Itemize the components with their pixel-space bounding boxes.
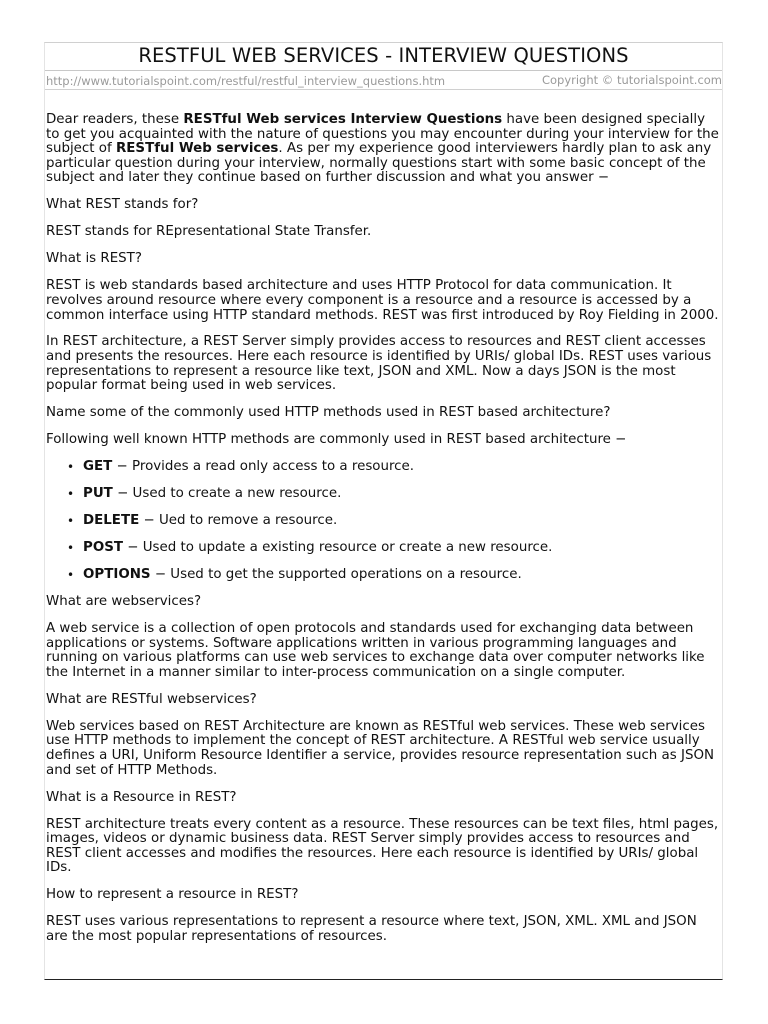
copyright-notice: Copyright © tutorialspoint.com <box>541 73 722 87</box>
answer-restful-webservices: Web services based on REST Architecture are known as RESTful web services. These web services use HTTP methods to implement the concept of REST architecture. A RESTful web service usually defines a URI, Uniform Resource Identifier a service, provides resource representation such as JSON and set of HTTP Methods. <box>46 718 714 778</box>
intro-paragraph: Dear readers, these RESTful Web services Interview Questions have been designed specially to get you acquainted with the nature of questions you may encounter during your interview for the subject of RESTful Web services. As per my experience good interviewers hardly plan to ask any particular question during your interview, normally questions start with some basic concept of the subject and later they continue based on further discussion and what you answer − <box>46 112 719 186</box>
list-item-options: • OPTIONS − Used to get the supported operations on a resource. <box>67 567 522 583</box>
source-url[interactable]: http://www.tutorialspoint.com/restful/restful_interview_questions.htm <box>46 74 446 88</box>
answer-what-is-rest-2: In REST architecture, a REST Server simply provides access to resources and REST client accesses and presents the resources. Here each resource is identified by URIs/ global IDs. REST uses various representations to represent a resource like text, JSON and XML. Now a days JSON is the most popular format being used in web services. <box>46 334 712 394</box>
page-title: RESTFUL WEB SERVICES - INTERVIEW QUESTIONS <box>138 44 629 67</box>
question-rest-stands-for: What REST stands for? <box>46 197 199 213</box>
bullet-icon: • <box>67 541 75 556</box>
document-page <box>44 42 723 980</box>
list-item-post: • POST − Used to update a existing resource or create a new resource. <box>67 540 553 556</box>
answer-represent-resource: REST uses various representations to represent a resource where text, JSON, XML. XML and JSON are the most popular representations of resources. <box>46 914 697 944</box>
answer-resource: REST architecture treats every content as a resource. These resources can be text files, html pages, images, videos or dynamic business data. REST Server simply provides access to resources and REST client accesses and modifies the resources. Here each resource is identified by URIs/ global IDs. <box>46 816 719 876</box>
answer-http-methods: Following well known HTTP methods are commonly used in REST based architecture − <box>46 432 627 448</box>
question-represent-resource: How to represent a resource in REST? <box>46 887 299 903</box>
list-item-put: • PUT − Used to create a new resource. <box>67 486 342 502</box>
header-divider <box>45 89 722 90</box>
question-http-methods: Name some of the commonly used HTTP methods used in REST based architecture? <box>46 405 611 421</box>
bullet-icon: • <box>67 487 75 502</box>
answer-rest-stands-for: REST stands for REpresentational State Transfer. <box>46 224 372 240</box>
answer-what-is-rest-1: REST is web standards based architecture and uses HTTP Protocol for data communication. It revolves around resource where every component is a resource and a resource is accessed by a common interface using HTTP standard methods. REST was first introduced by Roy Fielding in 2000. <box>46 278 719 323</box>
question-restful-webservices: What are RESTful webservices? <box>46 691 257 707</box>
question-resource: What is a Resource in REST? <box>46 789 237 805</box>
list-item-delete: • DELETE − Ued to remove a resource. <box>67 513 338 529</box>
bullet-icon: • <box>67 514 75 529</box>
title-divider <box>45 70 722 71</box>
bullet-icon: • <box>67 568 75 583</box>
list-item-get: • GET − Provides a read only access to a resource. <box>67 459 415 475</box>
http-methods-list <box>46 460 722 583</box>
question-what-is-rest: What is REST? <box>46 251 142 267</box>
answer-webservices: A web service is a collection of open protocols and standards used for exchanging data between applications or systems. Software applications written in various programming languages and running on various platforms can use web services to exchange data over computer networks like the Internet in a manner similar to inter-process communication on a single computer. <box>46 621 705 680</box>
bullet-icon: • <box>67 460 75 475</box>
article-body <box>46 113 722 957</box>
question-webservices: What are webservices? <box>46 594 202 610</box>
